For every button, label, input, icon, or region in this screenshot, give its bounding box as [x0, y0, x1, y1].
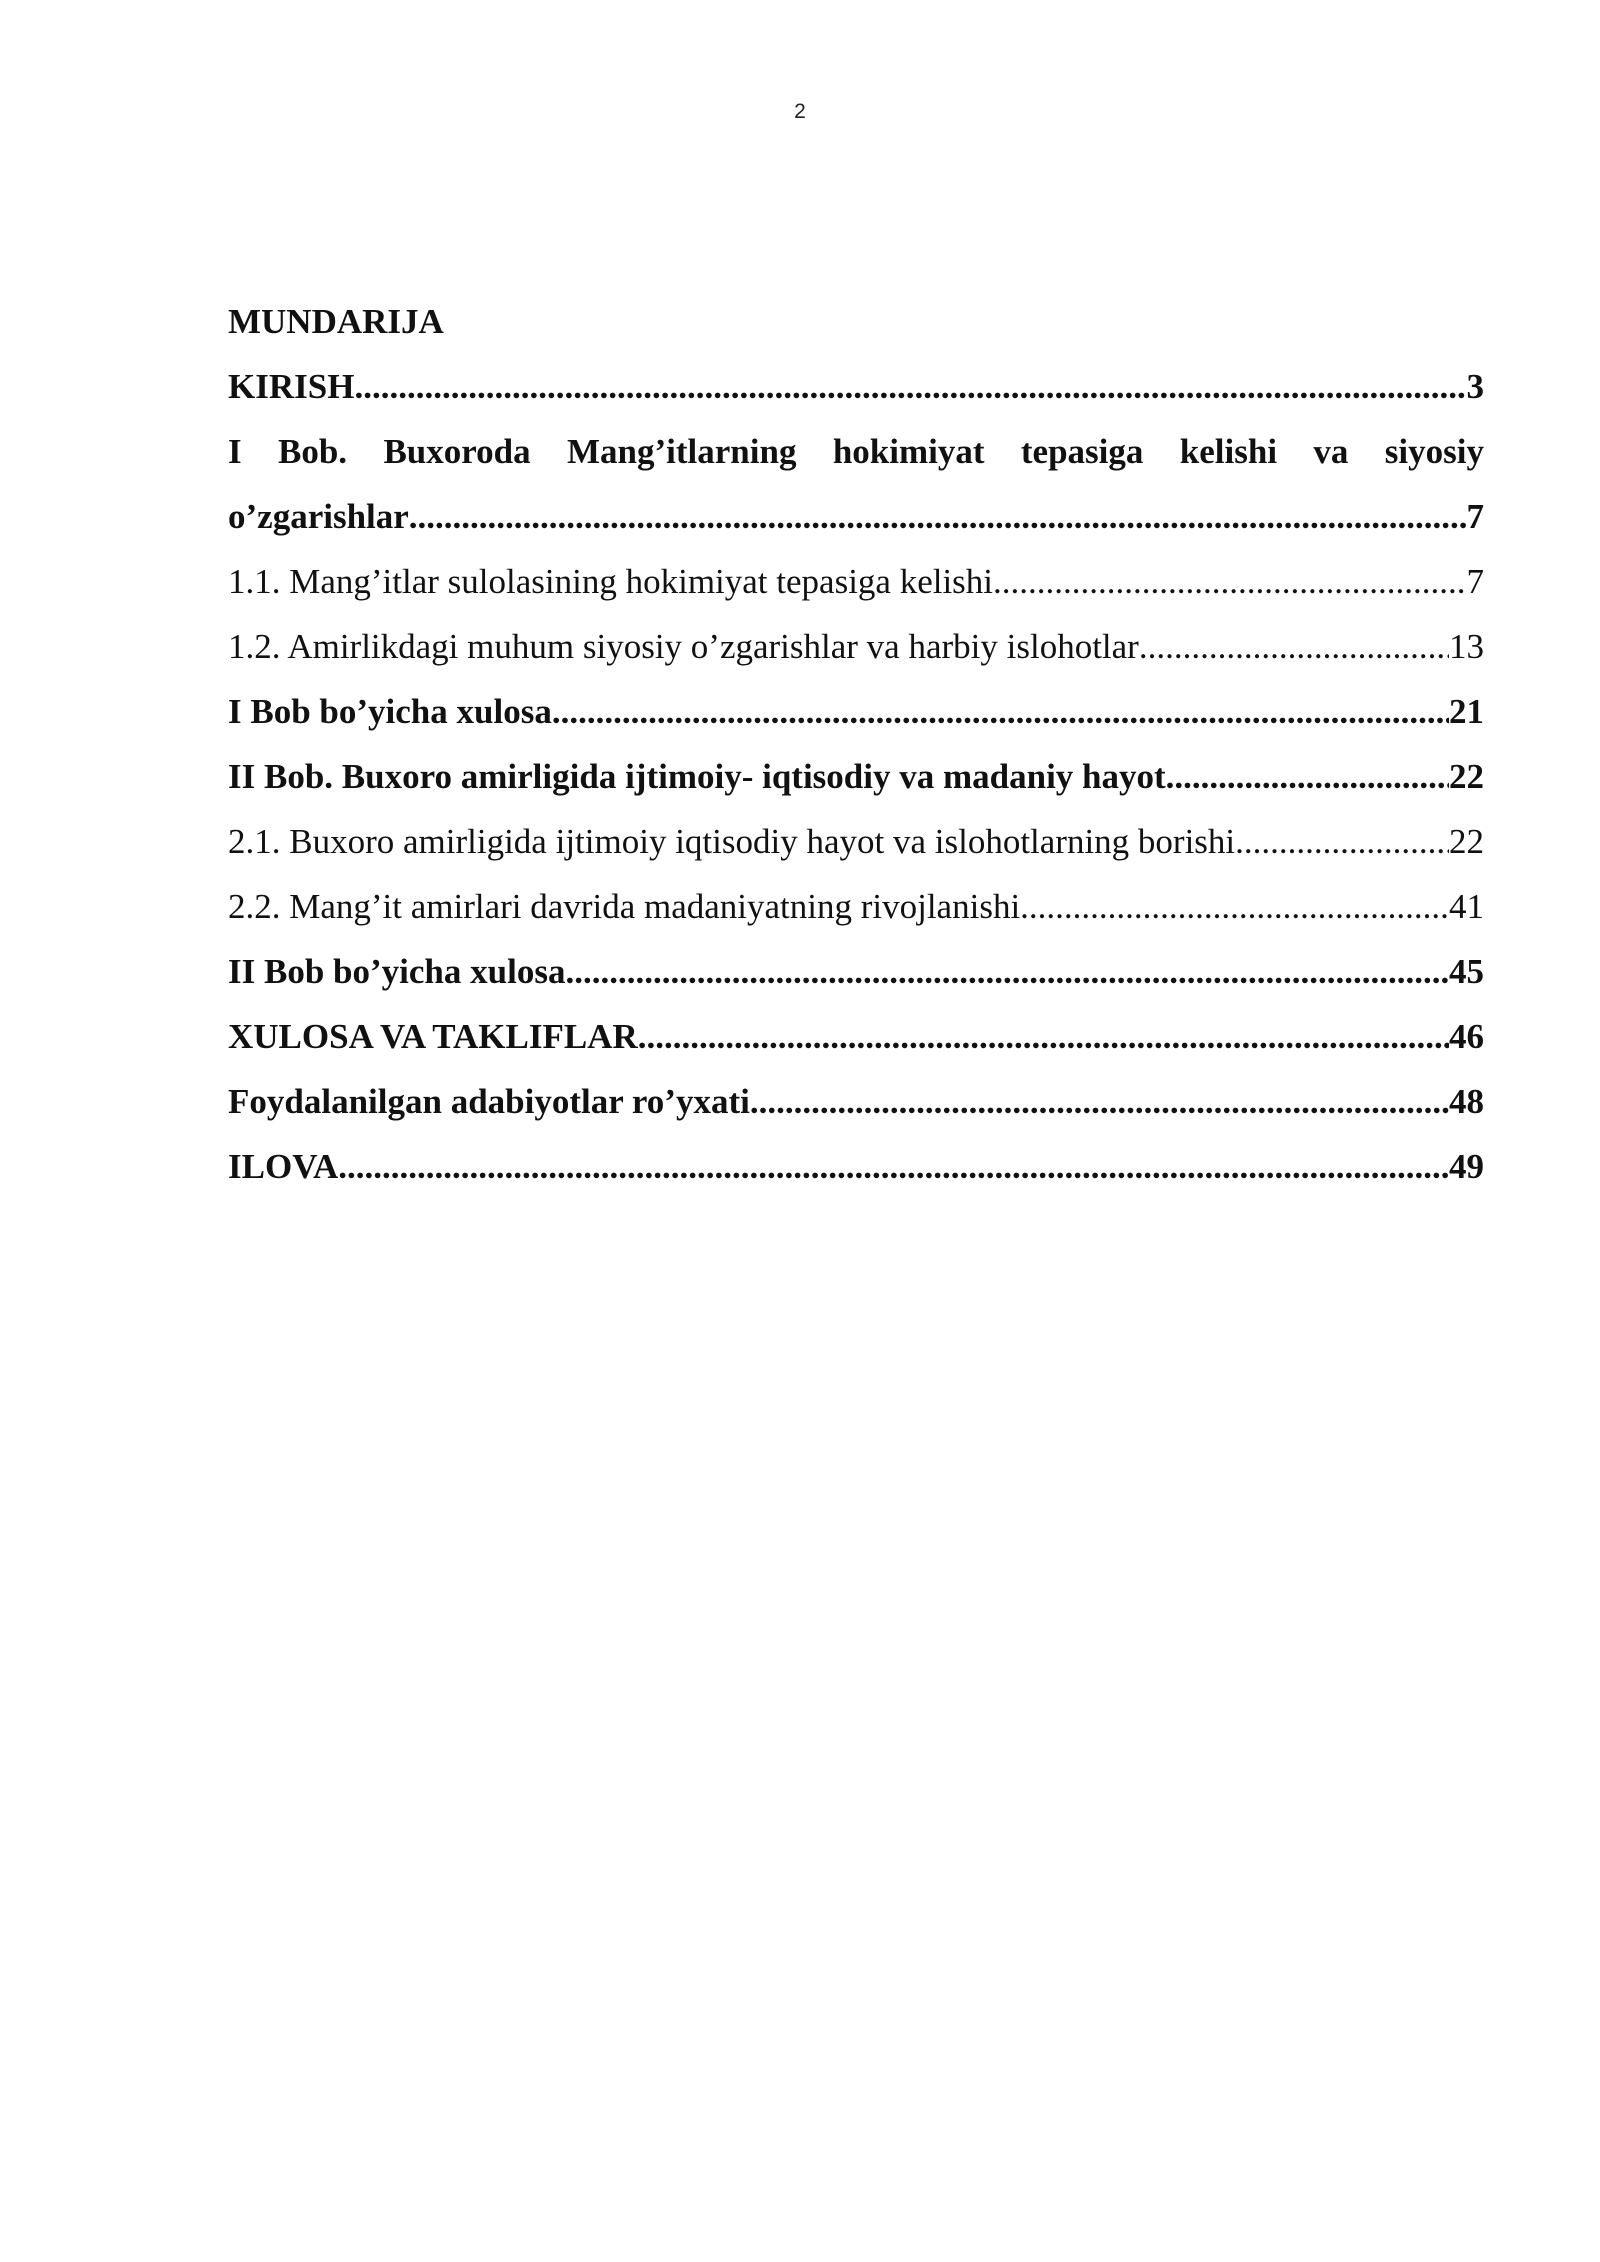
toc-entry-page: 41	[1449, 887, 1484, 926]
toc-entry-chapter-2[interactable]	[228, 744, 1484, 809]
toc-entry-page: 3	[1466, 367, 1484, 406]
toc-entry-conclusions[interactable]	[228, 1004, 1484, 1069]
toc-entry-page: 48	[1449, 1082, 1484, 1121]
toc-entry-page: 49	[1449, 1147, 1484, 1186]
toc-entry-title: XULOSA VA TAKLIFLAR	[228, 1017, 638, 1056]
toc-entry-page: 7	[1466, 497, 1484, 536]
dot-leader	[552, 679, 1449, 744]
toc-entry-title: 2.2. Mang’it amirlari davrida madaniyatning rivojlanishi	[228, 887, 1021, 926]
toc-entry-page: 45	[1449, 952, 1484, 991]
toc-entry-2-1[interactable]	[228, 809, 1484, 874]
toc-entry-appendix[interactable]	[228, 1134, 1484, 1199]
toc-entry-title: o’zgarishlar	[228, 497, 409, 536]
dot-leader	[993, 549, 1466, 614]
toc-entry-page: 7	[1466, 562, 1484, 601]
toc-entry-title: I Bob bo’yicha xulosa	[228, 692, 552, 731]
dot-leader	[338, 1134, 1449, 1199]
toc-entry-title: 2.1. Buxoro amirligida ijtimoiy iqtisodiy hayot va islohotlarning borishi	[228, 822, 1236, 861]
toc-entry-chapter-1[interactable]	[228, 484, 1484, 549]
toc-entry-chapter-1-line1[interactable]: I Bob. Buxoroda Mang’itlarning hokimiyat tepasiga kelishi va siyosiy	[228, 432, 1484, 471]
toc-entry-1-1[interactable]	[228, 549, 1484, 614]
toc-entry-title: Foydalanilgan adabiyotlar ro’yxati	[228, 1082, 750, 1121]
toc-entry-title: ILOVA	[228, 1147, 339, 1186]
dot-leader	[750, 1069, 1449, 1134]
toc-entry-1-2[interactable]	[228, 614, 1484, 679]
dot-leader	[409, 484, 1467, 549]
dot-leader	[565, 939, 1449, 1004]
toc-entry-page: 46	[1449, 1017, 1484, 1056]
dot-leader	[638, 1004, 1449, 1069]
toc-entry-bibliography[interactable]	[228, 1069, 1484, 1134]
toc-entry-title: II Bob bo’yicha xulosa	[228, 952, 566, 991]
toc-entry-title: II Bob. Buxoro amirligida ijtimoiy- iqtisodiy va madaniy hayot	[228, 757, 1166, 796]
toc-entry-chapter-2-summary[interactable]	[228, 939, 1484, 1004]
toc-entry-kirish[interactable]	[228, 354, 1484, 419]
toc-heading: MUNDARIJA	[228, 302, 444, 341]
dot-leader	[1020, 874, 1449, 939]
table-of-contents	[228, 289, 1484, 1199]
dot-leader	[1166, 744, 1449, 809]
toc-entry-title: 1.1. Mang’itlar sulolasining hokimiyat tepasiga kelishi	[228, 562, 994, 601]
toc-entry-2-2[interactable]	[228, 874, 1484, 939]
toc-entry-page: 21	[1449, 692, 1484, 731]
toc-entry-title: 1.2. Amirlikdagi muhum siyosiy o’zgarishlar va harbiy islohotlar	[228, 627, 1139, 666]
dot-leader	[1139, 614, 1449, 679]
dot-leader	[354, 354, 1466, 419]
dot-leader	[1235, 809, 1449, 874]
toc-entry-chapter-1-summary[interactable]	[228, 679, 1484, 744]
toc-entry-page: 13	[1449, 627, 1484, 666]
toc-entry-page: 22	[1449, 822, 1484, 861]
page-number: 2	[794, 100, 806, 123]
toc-entry-page: 22	[1449, 757, 1484, 796]
toc-entry-title: KIRISH	[228, 367, 355, 406]
